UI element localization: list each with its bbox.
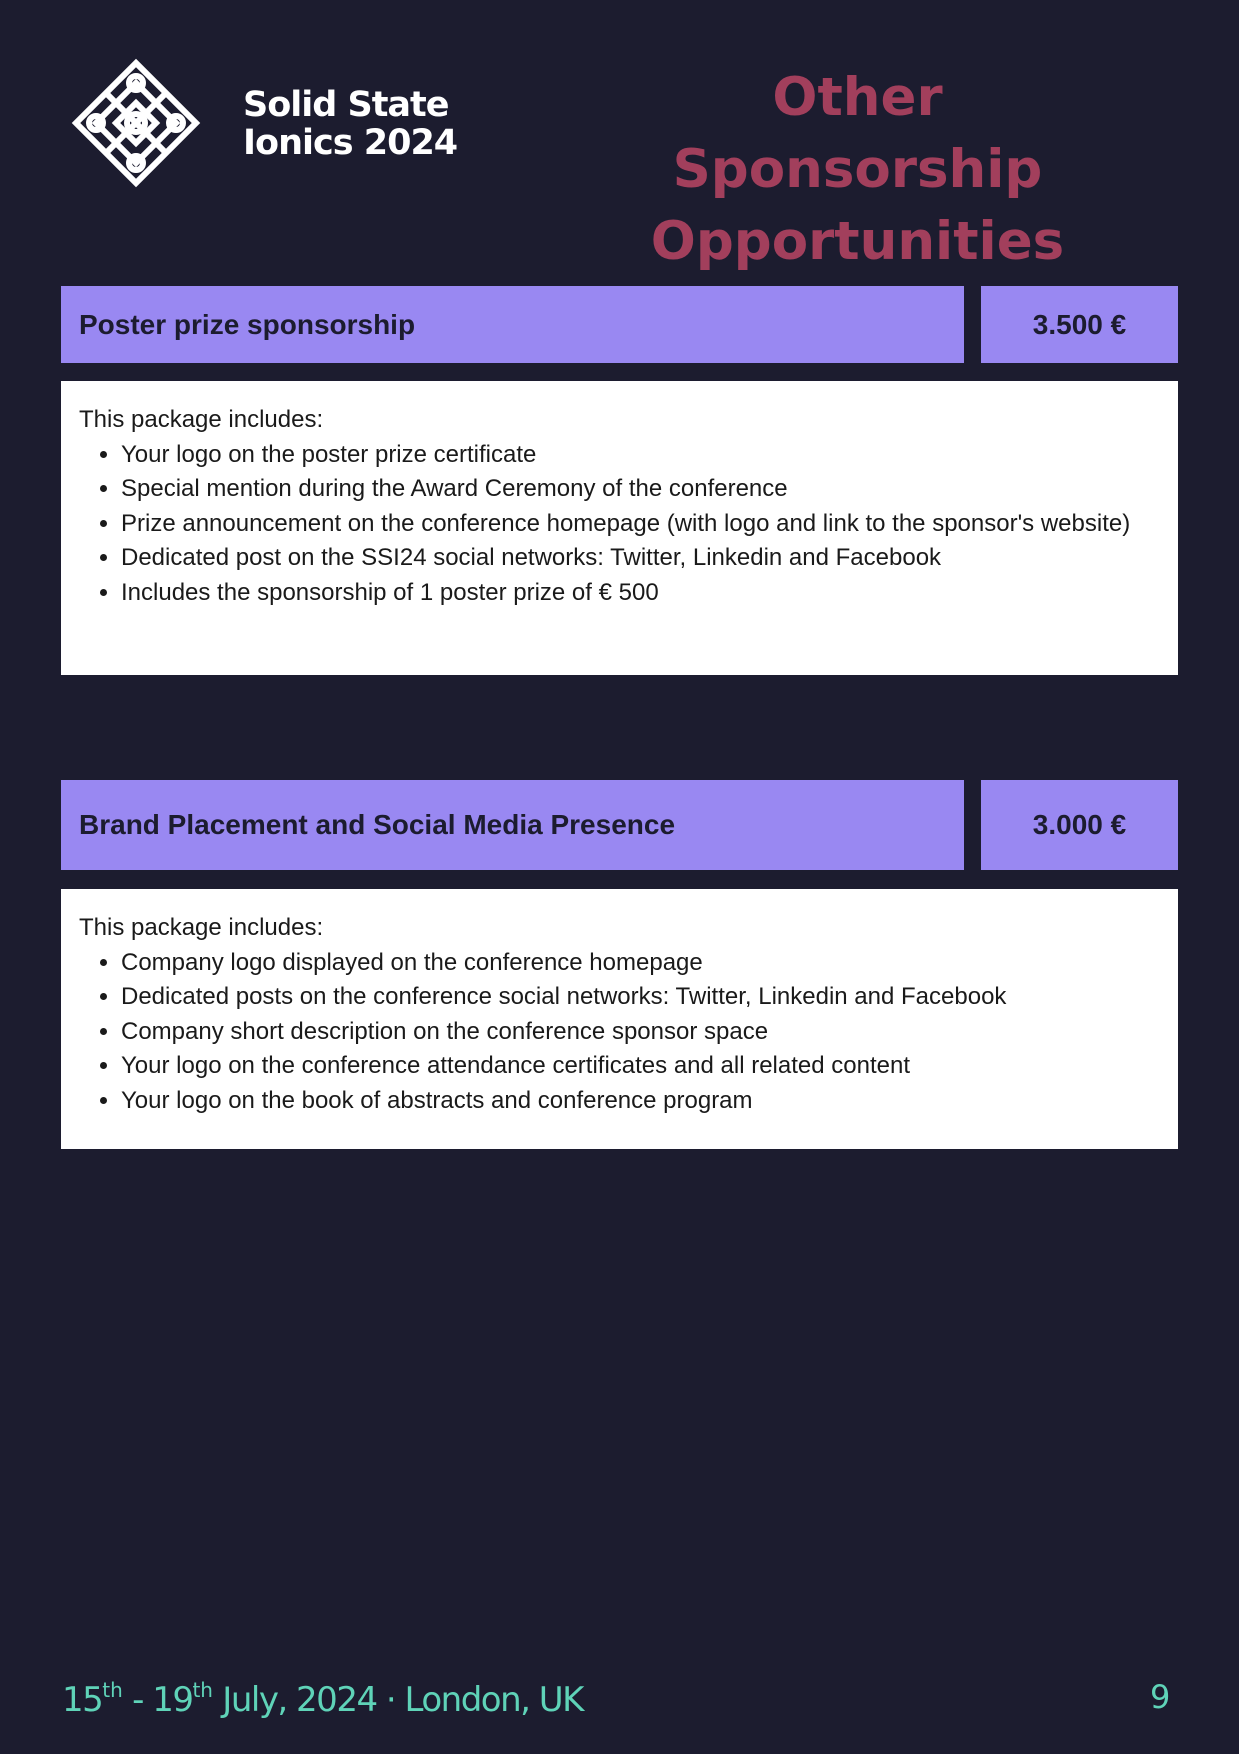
conference-logo — [70, 57, 202, 189]
brand-name-line2: Ionics 2024 — [243, 123, 458, 163]
package-intro: This package includes: — [79, 914, 324, 941]
list-item: • Dedicated posts on the conference social networks: Twitter, Linkedin and Facebook — [121, 980, 1160, 1015]
package-price-brand-placement — [981, 780, 1178, 870]
date-separator: - — [122, 1680, 153, 1720]
package-benefits-list — [79, 946, 1160, 1119]
package-details-poster-prize — [61, 381, 1178, 675]
list-item: • Prize announcement on the conference homepage (with logo and link to the sponsor's website) — [121, 507, 1160, 542]
package-title-text: Brand Placement and Social Media Presence — [79, 809, 676, 840]
list-item: • Special mention during the Award Ceremony of the conference — [121, 472, 1160, 507]
package-benefits-list — [79, 438, 1160, 611]
page-number: 9 — [1150, 1678, 1171, 1716]
package-price-text: 3.000 € — [1032, 809, 1127, 840]
page-title — [590, 62, 1125, 278]
date-month-location: July, 2024 · London, UK — [212, 1680, 583, 1720]
list-item: • Your logo on the conference attendance certificates and all related content — [121, 1049, 1160, 1084]
package-price-poster-prize — [981, 286, 1178, 363]
list-item: • Dedicated post on the SSI24 social networks: Twitter, Linkedin and Facebook — [121, 541, 1160, 576]
date-end-day: 19 — [152, 1680, 193, 1720]
brand-name-line1: Solid State — [243, 85, 449, 125]
package-title-text: Poster prize sponsorship — [79, 308, 416, 340]
list-item: • Company logo displayed on the conference homepage — [121, 946, 1160, 981]
package-price-text: 3.500 € — [1032, 308, 1127, 340]
package-intro: This package includes: — [79, 406, 324, 433]
date-end-ordinal: th — [192, 1678, 213, 1702]
package-details-brand-placement — [61, 889, 1178, 1149]
date-start-day: 15 — [62, 1680, 103, 1720]
package-title-poster-prize — [61, 286, 964, 363]
date-start-ordinal: th — [102, 1678, 123, 1702]
package-title-brand-placement — [61, 780, 964, 870]
event-dates-location — [62, 1680, 583, 1720]
page-title-line2: Opportunities — [650, 211, 1065, 272]
page-title-line1: Other Sponsorship — [672, 67, 1043, 200]
list-item: • Includes the sponsorship of 1 poster prize of € 500 — [121, 576, 1160, 611]
brand-name — [243, 86, 457, 162]
list-item: • Your logo on the book of abstracts and conference program — [121, 1084, 1160, 1119]
list-item: • Your logo on the poster prize certificate — [121, 438, 1160, 473]
list-item: • Company short description on the conference sponsor space — [121, 1015, 1160, 1050]
